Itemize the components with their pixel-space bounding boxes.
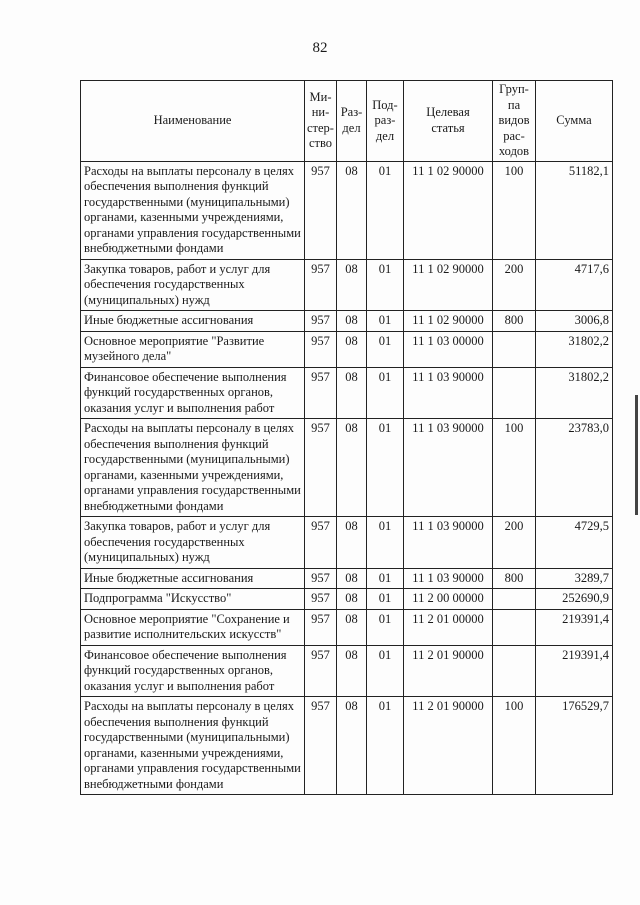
cell-target: 11 1 03 90000 — [404, 419, 493, 517]
cell-name: Финансовое обеспечение выполнения функций государственных органов, оказания услуг и выполнения работ — [81, 645, 305, 697]
cell-target: 11 1 02 90000 — [404, 161, 493, 259]
cell-ministry: 957 — [305, 259, 337, 311]
cell-sum: 51182,1 — [536, 161, 613, 259]
cell-group: 100 — [493, 161, 536, 259]
cell-ministry: 957 — [305, 645, 337, 697]
cell-ministry: 957 — [305, 609, 337, 645]
cell-subsection: 01 — [367, 311, 404, 332]
header-line: ни- — [311, 105, 330, 120]
cell-sum: 176529,7 — [536, 697, 613, 795]
cell-subsection: 01 — [367, 259, 404, 311]
cell-ministry: 957 — [305, 161, 337, 259]
cell-target: 11 1 03 00000 — [404, 331, 493, 367]
cell-subsection: 01 — [367, 589, 404, 610]
cell-target: 11 2 01 00000 — [404, 609, 493, 645]
table-row — [81, 419, 613, 517]
cell-target: 11 2 00 00000 — [404, 589, 493, 610]
header-group — [493, 81, 536, 162]
cell-section: 08 — [337, 311, 367, 332]
cell-section: 08 — [337, 609, 367, 645]
cell-section: 08 — [337, 161, 367, 259]
cell-group: 800 — [493, 311, 536, 332]
cell-group — [493, 367, 536, 419]
cell-subsection: 01 — [367, 568, 404, 589]
cell-ministry: 957 — [305, 697, 337, 795]
cell-subsection: 01 — [367, 331, 404, 367]
cell-group: 100 — [493, 419, 536, 517]
header-line: видов — [498, 113, 530, 127]
cell-target: 11 1 03 90000 — [404, 568, 493, 589]
table-row — [81, 568, 613, 589]
cell-ministry: 957 — [305, 311, 337, 332]
cell-subsection: 01 — [367, 161, 404, 259]
header-line: дел — [342, 120, 361, 135]
cell-name: Закупка товаров, работ и услуг для обеспечения государственных (муниципальных) нужд — [81, 517, 305, 569]
cell-name: Основное мероприятие "Развитие музейного дела" — [81, 331, 305, 367]
header-line: па — [507, 97, 521, 112]
cell-sum: 4729,5 — [536, 517, 613, 569]
cell-group — [493, 331, 536, 367]
table-body — [81, 161, 613, 795]
table-row — [81, 331, 613, 367]
cell-group — [493, 609, 536, 645]
cell-name: Подпрограмма "Искусство" — [81, 589, 305, 610]
cell-section: 08 — [337, 697, 367, 795]
cell-sum: 23783,0 — [536, 419, 613, 517]
cell-group: 800 — [493, 568, 536, 589]
table-row — [81, 259, 613, 311]
cell-subsection: 01 — [367, 517, 404, 569]
cell-group: 100 — [493, 697, 536, 795]
cell-ministry: 957 — [305, 367, 337, 419]
header-target — [404, 81, 493, 162]
table-row — [81, 697, 613, 795]
cell-name: Расходы на выплаты персоналу в целях обеспечения выполнения функций государственными (муниципальными) органами, казенными учреждениями, органами управления государственными внебюджетными фондами — [81, 697, 305, 795]
cell-target: 11 1 02 90000 — [404, 311, 493, 332]
cell-group: 200 — [493, 517, 536, 569]
cell-subsection: 01 — [367, 367, 404, 419]
cell-name: Иные бюджетные ассигнования — [81, 568, 305, 589]
header-line: раз- — [374, 113, 396, 127]
cell-subsection: 01 — [367, 645, 404, 697]
cell-target: 11 1 03 90000 — [404, 517, 493, 569]
cell-name: Закупка товаров, работ и услуг для обеспечения государственных (муниципальных) нужд — [81, 259, 305, 311]
cell-sum: 31802,2 — [536, 367, 613, 419]
page-number: 82 — [312, 40, 328, 56]
cell-section: 08 — [337, 367, 367, 419]
table-row — [81, 367, 613, 419]
cell-ministry: 957 — [305, 589, 337, 610]
cell-section: 08 — [337, 331, 367, 367]
cell-target: 11 1 02 90000 — [404, 259, 493, 311]
cell-sum: 4717,6 — [536, 259, 613, 311]
cell-ministry: 957 — [305, 331, 337, 367]
header-sum — [536, 81, 613, 162]
cell-section: 08 — [337, 419, 367, 517]
cell-sum: 219391,4 — [536, 645, 613, 697]
header-line: Раз- — [340, 105, 363, 120]
header-line: дел — [375, 128, 395, 143]
table-row — [81, 645, 613, 697]
cell-name: Иные бюджетные ассигнования — [81, 311, 305, 332]
table-row — [81, 589, 613, 610]
header-line: ходов — [498, 144, 530, 158]
header-subsection — [367, 81, 404, 162]
cell-ministry: 957 — [305, 568, 337, 589]
cell-group: 200 — [493, 259, 536, 311]
header-line: стер- — [307, 120, 334, 135]
cell-subsection: 01 — [367, 697, 404, 795]
cell-subsection: 01 — [367, 419, 404, 517]
cell-section: 08 — [337, 259, 367, 311]
cell-group — [493, 589, 536, 610]
cell-sum: 31802,2 — [536, 331, 613, 367]
cell-target: 11 2 01 90000 — [404, 697, 493, 795]
header-line: Целевая — [426, 105, 470, 120]
cell-name: Расходы на выплаты персоналу в целях обеспечения выполнения функций государственными (муниципальными) органами, казенными учреждениями, органами управления государственными внебюджетными фондами — [81, 419, 305, 517]
cell-subsection: 01 — [367, 609, 404, 645]
header-line: ство — [308, 136, 333, 151]
header-row — [81, 81, 613, 162]
cell-ministry: 957 — [305, 419, 337, 517]
cell-section: 08 — [337, 645, 367, 697]
cell-section: 08 — [337, 589, 367, 610]
header-line: Под- — [372, 97, 398, 112]
table-row — [81, 161, 613, 259]
cell-name: Расходы на выплаты персоналу в целях обеспечения выполнения функций государственными (муниципальными) органами, казенными учреждениями, органами управления государственными внебюджетными фондами — [81, 161, 305, 259]
header-name — [81, 81, 305, 162]
cell-group — [493, 645, 536, 697]
table-row — [81, 517, 613, 569]
header-line: Наименование — [153, 113, 232, 127]
cell-sum: 252690,9 — [536, 589, 613, 610]
cell-target: 11 2 01 90000 — [404, 645, 493, 697]
cell-section: 08 — [337, 568, 367, 589]
table-row — [81, 311, 613, 332]
header-line: Ми- — [309, 89, 332, 104]
table-row — [81, 609, 613, 645]
cell-sum: 3289,7 — [536, 568, 613, 589]
cell-name: Финансовое обеспечение выполнения функций государственных органов, оказания услуг и выполнения работ — [81, 367, 305, 419]
header-line: статья — [431, 120, 465, 135]
cell-sum: 219391,4 — [536, 609, 613, 645]
header-section — [337, 81, 367, 162]
cell-ministry: 957 — [305, 517, 337, 569]
header-line: Сумма — [556, 113, 592, 127]
cell-name: Основное мероприятие "Сохранение и развитие исполнительских искусств" — [81, 609, 305, 645]
budget-table — [80, 80, 613, 795]
header-ministry — [305, 81, 337, 162]
header-line: Груп- — [499, 82, 529, 96]
scan-edge-mark — [635, 395, 638, 515]
cell-target: 11 1 03 90000 — [404, 367, 493, 419]
header-line: рас- — [503, 128, 525, 143]
cell-sum: 3006,8 — [536, 311, 613, 332]
cell-section: 08 — [337, 517, 367, 569]
